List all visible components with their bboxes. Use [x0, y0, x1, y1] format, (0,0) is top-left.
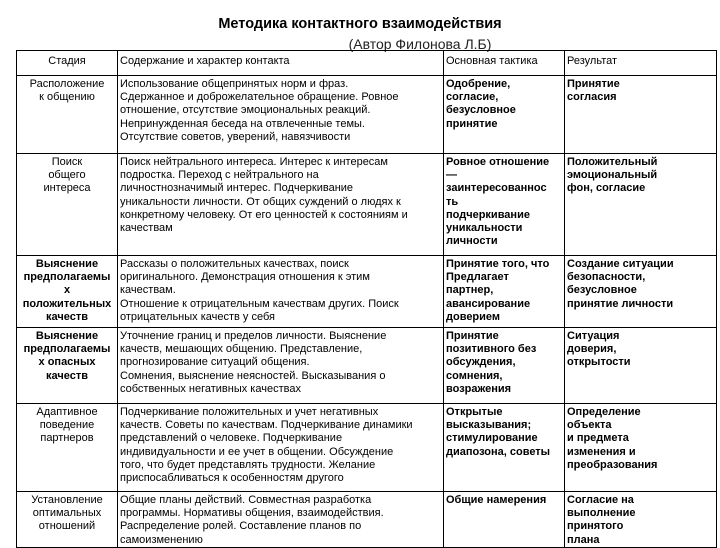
- table-row: [17, 404, 717, 492]
- table-row: [17, 76, 717, 154]
- stage-cell: Выяснение предполагаемы х положительных качеств: [17, 256, 118, 328]
- result-cell: Положительный эмоциональный фон, согласие: [565, 154, 717, 256]
- stage-cell: Адаптивное поведение партнеров: [17, 404, 118, 492]
- content-cell: Использование общепринятых норм и фраз. Сдержанное и доброжелательное обращение. Ровное отношение, отсутствие эмоциональных реакций. Непринужденная беседа на отвлеченные темы. Отсутствие советов, уверений, навязчивости: [118, 76, 444, 154]
- result-cell: Ситуация доверия, открытости: [565, 328, 717, 404]
- content-cell: Уточнение границ и пределов личности. Выяснение качеств, мешающих общению. Представление, прогнозирование ситуаций общения. Сомнения, выяснение неясностей. Высказывания о собственных негативных качествах: [118, 328, 444, 404]
- methodology-table: [16, 50, 717, 548]
- content-cell: Подчеркивание положительных и учет негативных качеств. Советы по качествам. Подчеркивание динамики представлений о человеке. Подчеркивание индивидуальности и ее учет в общении. Обсуждение того, что будет представлять трудности. Желание приспосабливаться к особенностям другого: [118, 404, 444, 492]
- table-row: [17, 256, 717, 328]
- header-tactic: Основная тактика: [444, 51, 565, 76]
- result-cell: Создание ситуации безопасности, безусловное принятие личности: [565, 256, 717, 328]
- content-cell: Рассказы о положительных качествах, поиск оригинального. Демонстрация отношения к этим качествам. Отношение к отрицательным качествам других. Поиск отрицательных качеств у себя: [118, 256, 444, 328]
- stage-cell: Расположение к общению: [17, 76, 118, 154]
- stage-cell: Выяснение предполагаемы х опасных качеств: [17, 328, 118, 404]
- stage-cell: Установление оптимальных отношений: [17, 492, 118, 548]
- tactic-cell: Принятие того, что Предлагает партнер, авансирование доверием: [444, 256, 565, 328]
- result-cell: Определение объекта и предмета изменения и преобразования: [565, 404, 717, 492]
- content-cell: Поиск нейтрального интереса. Интерес к интересам подростка. Переход с нейтрального на личностнозначимый интерес. Подчеркивание уникальности личности. От общих суждений о людях к конкретному человеку. От его ценностей к состояниям и качествам: [118, 154, 444, 256]
- table-row: [17, 328, 717, 404]
- table-row: [17, 154, 717, 256]
- tactic-cell: Открытые высказывания; стимулирование диапозона, советы: [444, 404, 565, 492]
- header-content: Содержание и характер контакта: [118, 51, 444, 76]
- tactic-cell: Ровное отношение — заинтересованнос ть подчеркивание уникальности личности: [444, 154, 565, 256]
- table-header-row: [17, 51, 717, 76]
- page-subtitle: (Автор Филонова Л.Б): [348, 36, 492, 52]
- result-cell: Принятие согласия: [565, 76, 717, 154]
- table-row: [17, 492, 717, 548]
- result-cell: Согласие на выполнение принятого плана: [565, 492, 717, 548]
- tactic-cell: Одобрение, согласие, безусловное принятие: [444, 76, 565, 154]
- tactic-cell: Общие намерения: [444, 492, 565, 548]
- content-cell: Общие планы действий. Совместная разработка программы. Нормативы общения, взаимодействия. Распределение ролей. Составление планов по самоизменению: [118, 492, 444, 548]
- header-stage: Стадия: [17, 51, 118, 76]
- tactic-cell: Принятие позитивного без обсуждения, сомнения, возражения: [444, 328, 565, 404]
- page-title: Методика контактного взаимодействия: [218, 16, 502, 32]
- header-result: Результат: [565, 51, 717, 76]
- stage-cell: Поиск общего интереса: [17, 154, 118, 256]
